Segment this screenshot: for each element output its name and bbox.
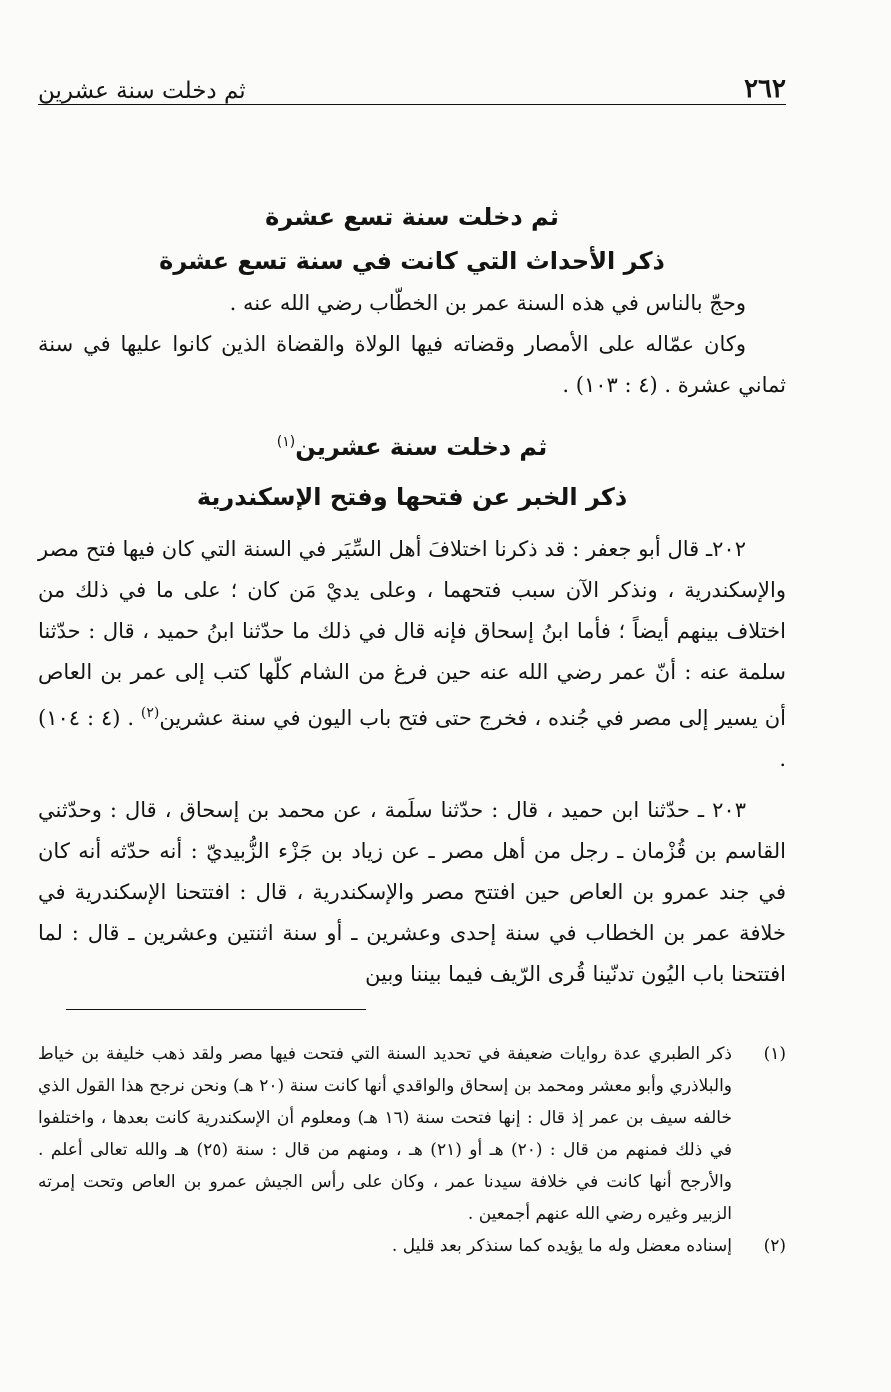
footnote-1 — [38, 1038, 786, 1230]
footnote-number: (٢) — [763, 1236, 786, 1256]
paragraph-202-end: . (٤ : ١٠٤) . — [38, 706, 786, 771]
paragraph-202-text: ٢٠٢ـ قال أبو جعفر : قد ذكرنا اختلافَ أهل السِّيَر في السنة التي كان فيها فتح مصر والإسكندرية ، ونذكر الآن سبب فتحهما ، وعلى يديْ مَن كان ؛ على ما في ذلك من اختلاف بينهم أيضاً ؛ فأما ابنُ إسحاق فإنه قال في ذلك ما حدّثنا ابنُ حميد ، قال : حدّثنا سلمة عنه : أنّ عمر رضي الله عنه حين فرغ من الشام كلّها كتب إلى عمر بن العاص أن يسير إلى مصر في جُنده ، فخرج حتى فتح باب اليون في سنة عشرين — [38, 537, 786, 730]
page-number: ٢٦٢ — [744, 74, 786, 104]
footnote-ref-2[interactable]: (٢) — [140, 705, 160, 721]
year-heading-20-text: ثم دخلت سنة عشرين — [295, 433, 548, 461]
year-heading-19: ثم دخلت سنة تسع عشرة — [265, 203, 559, 231]
footnote-number: (١) — [763, 1044, 786, 1064]
news-heading-alexandria: ذكر الخبر عن فتحها وفتح الإسكندرية — [196, 483, 628, 511]
year-heading-20 — [38, 420, 786, 469]
book-page — [38, 60, 786, 1360]
events-heading-19: ذكر الأحداث التي كانت في سنة تسع عشرة — [159, 247, 665, 275]
paragraph-governors: وكان عمّاله على الأمصار وقضاته فيها الولاة والقضاة الذين كانوا عليها في سنة ثماني عشرة . (٤ : ١٠٣) . — [38, 332, 786, 397]
paragraph-203: ٢٠٣ ـ حدّثنا ابن حميد ، قال : حدّثنا سلَمة ، عن محمد بن إسحاق ، قال : وحدّثني القاسم بن قُزْمان ـ رجل من أهل مصر ـ عن زياد بن جَزْء الزُّبيديّ : أنه حدّثه أنه كان في جند عمرو بن العاص حين افتتح مصر والإسكندرية ، قال : افتتحنا الإسكندرية في خلافة عمر بن الخطاب في سنة إحدى وعشرين ـ أو سنة اثنتين وعشرين ـ قال : لما افتتحنا باب اليُون تدنّينا قُرى الرّيف فيما بيننا وبين — [38, 798, 786, 986]
footnotes — [38, 1038, 786, 1262]
running-header — [38, 60, 786, 105]
footnote-text: ذكر الطبري عدة روايات ضعيفة في تحديد السنة التي فتحت فيها مصر ولقد ذهب خليفة بن خياط والبلاذري وأبو معشر ومحمد بن إسحاق والواقدي أنها كانت سنة (٢٠ هـ) ونحن نرجح هذا القول الذي خالفه سيف بن عمر إذ قال : إنها فتحت سنة (١٦ هـ) ومعلوم أن الإسكندرية كانت بعدها ، واختلفوا في ذلك فمنهم من قال : (٢٠) هـ أو (٢١) هـ ، ومنهم من قال : سنة (٢٥) هـ والله تعالى أعلم . والأرجح أنها كانت في خلافة سيدنا عمر ، وكان على رأس الجيش عمرو بن العاص وتحت إمرته الزبير وغيره رضي الله عنهم أجمعين . — [38, 1044, 733, 1224]
footnote-text: إسناده معضل وله ما يؤيده كما سنذكر بعد قليل . — [391, 1236, 732, 1256]
footnote-ref-1[interactable]: (١) — [276, 434, 296, 450]
paragraph-hajj: وحجّ بالناس في هذه السنة عمر بن الخطّاب رضي الله عنه . — [229, 291, 746, 315]
footnote-divider — [66, 1009, 366, 1010]
paragraph-202 — [38, 529, 786, 780]
running-title: ثم دخلت سنة عشرين — [38, 78, 246, 104]
footnote-2 — [38, 1230, 786, 1262]
